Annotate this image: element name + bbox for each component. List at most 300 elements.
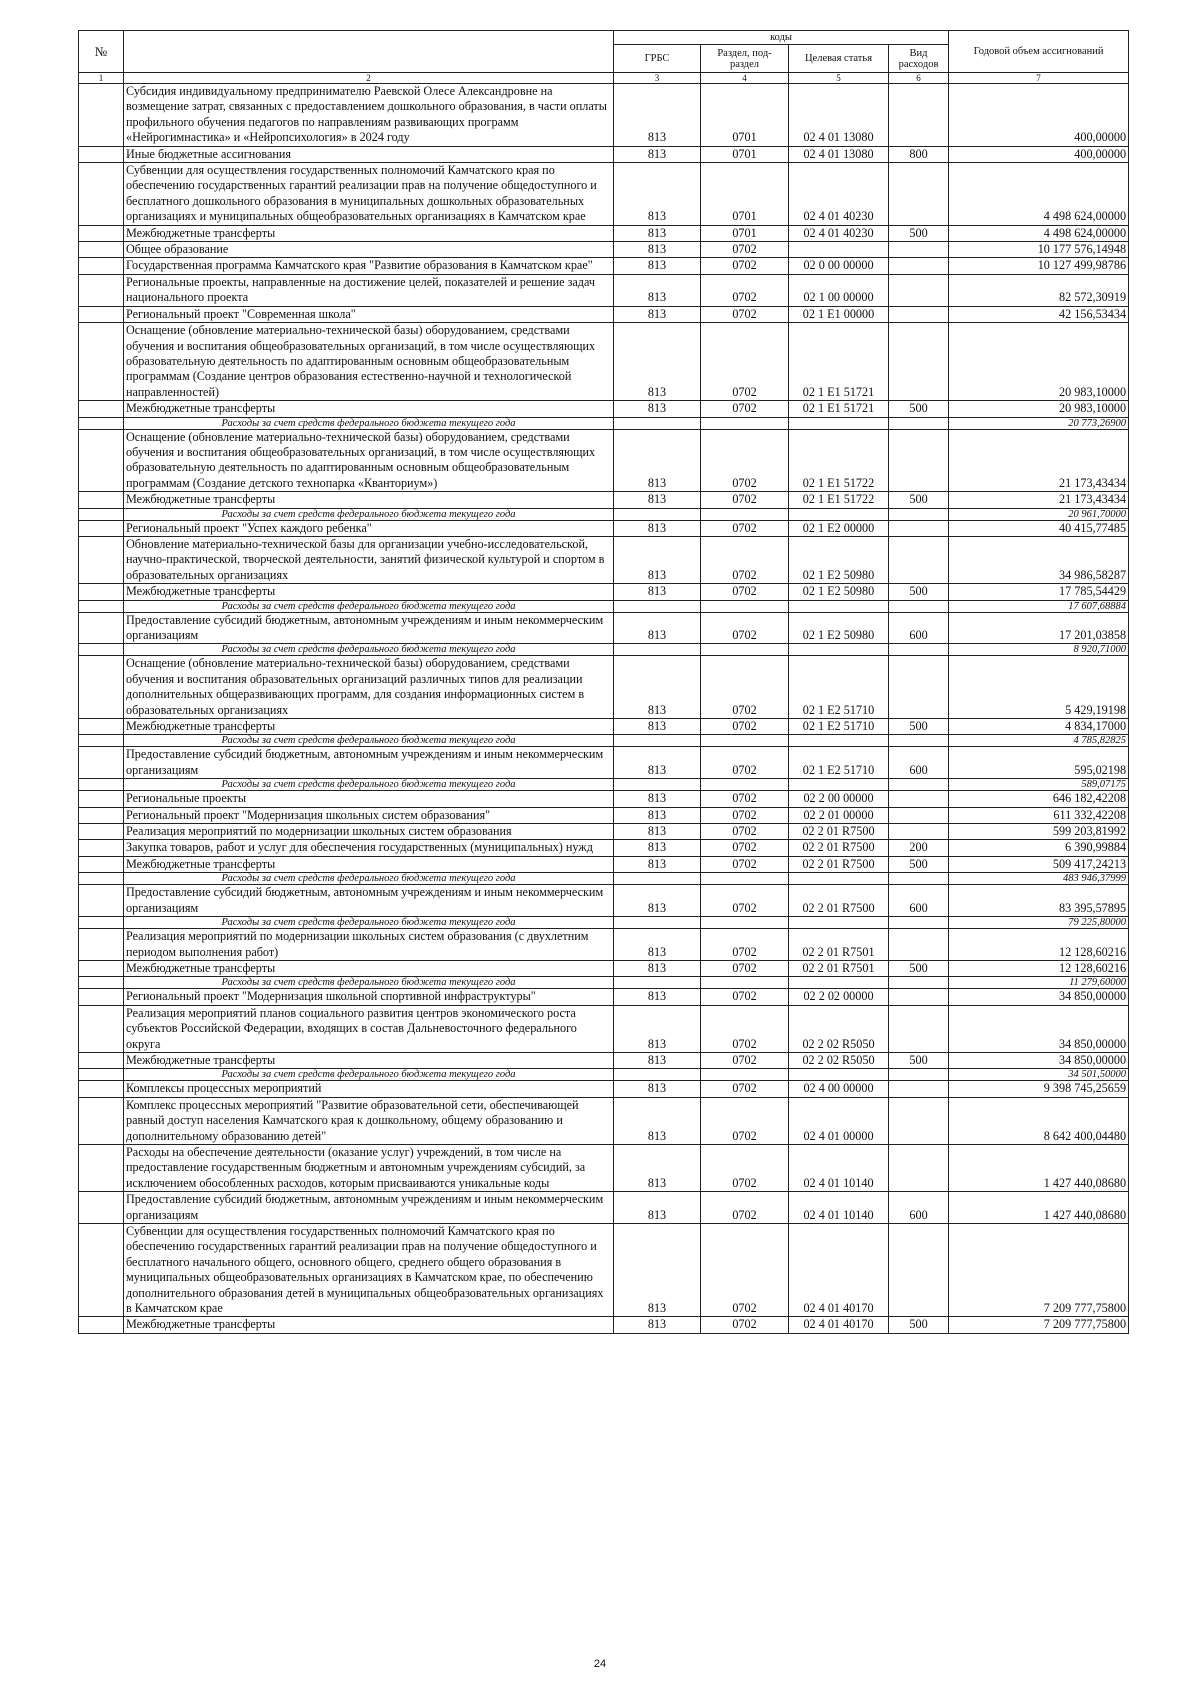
row-exptype-cell [889, 242, 949, 258]
header-target: Целевая статья [789, 45, 889, 73]
row-amount-cell: 20 961,70000 [949, 508, 1129, 520]
header-section: Раздел, под- раздел [701, 45, 789, 73]
row-target-cell: 02 1 E2 51710 [789, 719, 889, 735]
row-target-cell: 02 4 01 40230 [789, 225, 889, 241]
table-body [79, 84, 1129, 1334]
row-name-cell: Общее образование [124, 242, 614, 258]
row-name-cell: Межбюджетные трансферты [124, 401, 614, 417]
row-target-cell: 02 1 00 00000 [789, 274, 889, 306]
row-section-cell: 0702 [701, 1224, 789, 1317]
table-row [79, 612, 1129, 644]
row-amount-cell: 1 427 440,08680 [949, 1144, 1129, 1191]
table-row [79, 401, 1129, 417]
row-num-cell [79, 84, 124, 147]
row-grbs-cell: 813 [614, 242, 701, 258]
row-name-cell: Оснащение (обновление материально-технической базы) оборудованием, средствами обучения и воспитания общеобразовательных организаций, в том числе осуществляющих образовательную деятельность по адаптированным основным общеобразовательным программам (Создание центров образования естественно-научной и технологической направленностей) [124, 323, 614, 401]
row-exptype-cell [889, 873, 949, 885]
row-grbs-cell [614, 417, 701, 429]
row-num-cell [79, 323, 124, 401]
table-row [79, 520, 1129, 536]
row-exptype-cell [889, 807, 949, 823]
row-num-cell [79, 656, 124, 719]
row-exptype-cell: 500 [889, 960, 949, 976]
budget-table-sheet [78, 30, 1128, 1334]
row-amount-cell: 34 986,58287 [949, 536, 1129, 583]
row-grbs-cell: 813 [614, 807, 701, 823]
table-row [79, 1224, 1129, 1317]
row-num-cell [79, 735, 124, 747]
row-name-cell: Субсидия индивидуальному предпринимателю Раевской Олесе Александровне на возмещение затрат, связанных с предоставлением дошкольного образования, в части оплаты профильного обучения педагогов по направлениям развивающих программ «Нейрогимнастика» и «Нейропсихология» в 2024 году [124, 84, 614, 147]
row-target-cell [789, 508, 889, 520]
row-grbs-cell: 813 [614, 274, 701, 306]
row-num-cell [79, 779, 124, 791]
federal-note-row [79, 1069, 1129, 1081]
row-target-cell: 02 4 01 40170 [789, 1317, 889, 1333]
table-row [79, 536, 1129, 583]
page-number: 24 [593, 1658, 607, 1670]
row-exptype-cell [889, 306, 949, 322]
row-grbs-cell [614, 600, 701, 612]
row-target-cell: 02 1 E1 51721 [789, 401, 889, 417]
row-amount-cell: 42 156,53434 [949, 306, 1129, 322]
row-num-cell [79, 917, 124, 929]
row-num-cell [79, 1192, 124, 1224]
row-num-cell [79, 719, 124, 735]
table-row [79, 274, 1129, 306]
row-section-cell: 0701 [701, 84, 789, 147]
row-grbs-cell: 813 [614, 824, 701, 840]
row-target-cell [789, 735, 889, 747]
row-num-cell [79, 429, 124, 492]
row-section-cell: 0702 [701, 242, 789, 258]
row-amount-cell: 4 785,82825 [949, 735, 1129, 747]
federal-note-row [79, 644, 1129, 656]
row-name-cell: Региональные проекты, направленные на достижение целей, показателей и решение задач национального проекта [124, 274, 614, 306]
row-num-cell [79, 1081, 124, 1097]
row-section-cell: 0702 [701, 747, 789, 779]
row-name-cell: Оснащение (обновление материально-технической базы) оборудованием, средствами обучения и воспитания общеобразовательных организаций, в том числе осуществляющих образовательную деятельность по адаптированным основным общеобразовательным программам (Создание детского технопарка «Кванториум») [124, 429, 614, 492]
row-target-cell: 02 4 01 00000 [789, 1097, 889, 1144]
row-grbs-cell: 813 [614, 719, 701, 735]
row-grbs-cell [614, 779, 701, 791]
row-grbs-cell: 813 [614, 1097, 701, 1144]
row-num-cell [79, 873, 124, 885]
row-grbs-cell: 813 [614, 1052, 701, 1068]
row-target-cell: 02 1 E2 51710 [789, 747, 889, 779]
row-num-cell [79, 1144, 124, 1191]
row-name-cell: Закупка товаров, работ и услуг для обеспечения государственных (муниципальных) нужд [124, 840, 614, 856]
row-name-cell: Расходы за счет средств федерального бюджета текущего года [124, 917, 614, 929]
row-amount-cell: 5 429,19198 [949, 656, 1129, 719]
row-grbs-cell: 813 [614, 1081, 701, 1097]
row-amount-cell: 6 390,99884 [949, 840, 1129, 856]
row-amount-cell: 82 572,30919 [949, 274, 1129, 306]
row-exptype-cell [889, 791, 949, 807]
row-section-cell: 0702 [701, 536, 789, 583]
federal-note-row [79, 977, 1129, 989]
row-exptype-cell: 500 [889, 856, 949, 872]
federal-note-row [79, 508, 1129, 520]
col-num-1: 1 [79, 73, 124, 84]
row-section-cell: 0702 [701, 401, 789, 417]
row-target-cell [789, 1069, 889, 1081]
row-section-cell: 0702 [701, 520, 789, 536]
row-grbs-cell [614, 508, 701, 520]
row-grbs-cell: 813 [614, 536, 701, 583]
row-section-cell: 0702 [701, 1317, 789, 1333]
row-num-cell [79, 1224, 124, 1317]
row-name-cell: Региональный проект "Современная школа" [124, 306, 614, 322]
row-num-cell [79, 1069, 124, 1081]
row-amount-cell: 12 128,60216 [949, 960, 1129, 976]
row-target-cell: 02 2 02 R5050 [789, 1005, 889, 1052]
table-row [79, 84, 1129, 147]
row-section-cell: 0701 [701, 146, 789, 162]
row-target-cell: 02 4 01 13080 [789, 84, 889, 147]
row-amount-cell: 8 642 400,04480 [949, 1097, 1129, 1144]
row-amount-cell: 483 946,37999 [949, 873, 1129, 885]
row-grbs-cell: 813 [614, 225, 701, 241]
row-amount-cell: 4 834,17000 [949, 719, 1129, 735]
row-target-cell: 02 2 01 00000 [789, 807, 889, 823]
row-amount-cell: 4 498 624,00000 [949, 225, 1129, 241]
row-amount-cell: 34 850,00000 [949, 1052, 1129, 1068]
row-amount-cell: 20 983,10000 [949, 323, 1129, 401]
row-name-cell: Межбюджетные трансферты [124, 492, 614, 508]
row-num-cell [79, 225, 124, 241]
row-section-cell [701, 600, 789, 612]
row-section-cell: 0702 [701, 807, 789, 823]
row-grbs-cell: 813 [614, 1192, 701, 1224]
col-num-6: 6 [889, 73, 949, 84]
row-exptype-cell: 500 [889, 225, 949, 241]
row-num-cell [79, 1052, 124, 1068]
row-amount-cell: 34 850,00000 [949, 989, 1129, 1005]
table-row [79, 840, 1129, 856]
row-num-cell [79, 584, 124, 600]
row-exptype-cell [889, 84, 949, 147]
table-row [79, 225, 1129, 241]
row-num-cell [79, 600, 124, 612]
row-grbs-cell: 813 [614, 306, 701, 322]
federal-note-row [79, 873, 1129, 885]
row-target-cell: 02 2 02 R5050 [789, 1052, 889, 1068]
row-section-cell: 0702 [701, 306, 789, 322]
row-exptype-cell [889, 1224, 949, 1317]
row-section-cell [701, 917, 789, 929]
row-amount-cell: 17 607,68884 [949, 600, 1129, 612]
row-amount-cell: 79 225,80000 [949, 917, 1129, 929]
row-amount-cell: 400,00000 [949, 84, 1129, 147]
row-name-cell: Межбюджетные трансферты [124, 1317, 614, 1333]
row-num-cell [79, 306, 124, 322]
row-exptype-cell: 600 [889, 1192, 949, 1224]
header-num: № [79, 31, 124, 73]
row-num-cell [79, 1005, 124, 1052]
row-section-cell: 0701 [701, 225, 789, 241]
row-grbs-cell [614, 1069, 701, 1081]
table-row [79, 429, 1129, 492]
row-amount-cell: 17 201,03858 [949, 612, 1129, 644]
table-row [79, 856, 1129, 872]
row-name-cell: Обновление материально-технической базы для организации учебно-исследовательской, научно-практической, творческой деятельности, занятий физической культурой и спортом в образовательных организациях [124, 536, 614, 583]
row-num-cell [79, 791, 124, 807]
row-target-cell: 02 4 01 10140 [789, 1192, 889, 1224]
row-amount-cell: 40 415,77485 [949, 520, 1129, 536]
row-num-cell [79, 856, 124, 872]
row-target-cell: 02 1 E1 51722 [789, 492, 889, 508]
table-row [79, 1144, 1129, 1191]
row-num-cell [79, 644, 124, 656]
row-num-cell [79, 840, 124, 856]
row-name-cell: Комплексы процессных мероприятий [124, 1081, 614, 1097]
row-target-cell: 02 2 01 R7500 [789, 856, 889, 872]
federal-note-row [79, 779, 1129, 791]
row-name-cell: Субвенции для осуществления государственных полномочий Камчатского края по обеспечению государственных гарантий реализации прав на получение общедоступного и бесплатного дошкольного образования в муниципальных дошкольных образовательных организациях и муниципальных общеобразовательных организациях в Камчатском крае [124, 163, 614, 226]
row-name-cell: Межбюджетные трансферты [124, 856, 614, 872]
row-exptype-cell [889, 1005, 949, 1052]
row-section-cell [701, 417, 789, 429]
row-section-cell [701, 873, 789, 885]
row-exptype-cell [889, 779, 949, 791]
row-section-cell: 0701 [701, 163, 789, 226]
row-name-cell: Межбюджетные трансферты [124, 584, 614, 600]
row-exptype-cell [889, 977, 949, 989]
federal-note-row [79, 917, 1129, 929]
row-section-cell: 0702 [701, 258, 789, 274]
table-row [79, 584, 1129, 600]
row-grbs-cell: 813 [614, 989, 701, 1005]
row-exptype-cell: 500 [889, 492, 949, 508]
row-grbs-cell: 813 [614, 1224, 701, 1317]
row-target-cell [789, 644, 889, 656]
row-target-cell [789, 242, 889, 258]
row-target-cell [789, 417, 889, 429]
row-name-cell: Расходы за счет средств федерального бюджета текущего года [124, 1069, 614, 1081]
row-exptype-cell: 800 [889, 146, 949, 162]
row-grbs-cell: 813 [614, 84, 701, 147]
row-target-cell: 02 2 00 00000 [789, 791, 889, 807]
row-exptype-cell [889, 429, 949, 492]
row-section-cell: 0702 [701, 612, 789, 644]
row-amount-cell: 21 173,43434 [949, 429, 1129, 492]
row-exptype-cell [889, 1144, 949, 1191]
col-num-2: 2 [124, 73, 614, 84]
row-target-cell: 02 1 E1 51722 [789, 429, 889, 492]
row-grbs-cell: 813 [614, 146, 701, 162]
row-name-cell: Расходы за счет средств федерального бюджета текущего года [124, 977, 614, 989]
row-exptype-cell [889, 1097, 949, 1144]
row-name-cell: Предоставление субсидий бюджетным, автономным учреждениям и иным некоммерческим организациям [124, 885, 614, 917]
table-row [79, 824, 1129, 840]
row-exptype-cell [889, 644, 949, 656]
row-num-cell [79, 401, 124, 417]
row-num-cell [79, 146, 124, 162]
row-exptype-cell [889, 824, 949, 840]
row-section-cell: 0702 [701, 1144, 789, 1191]
row-grbs-cell: 813 [614, 429, 701, 492]
row-name-cell: Иные бюджетные ассигнования [124, 146, 614, 162]
row-name-cell: Предоставление субсидий бюджетным, автономным учреждениям и иным некоммерческим организациям [124, 1192, 614, 1224]
row-name-cell: Реализация мероприятий по модернизации школьных систем образования [124, 824, 614, 840]
row-target-cell [789, 977, 889, 989]
federal-note-row [79, 600, 1129, 612]
row-name-cell: Региональные проекты [124, 791, 614, 807]
row-num-cell [79, 258, 124, 274]
row-target-cell: 02 1 E2 51710 [789, 656, 889, 719]
row-num-cell [79, 977, 124, 989]
col-num-3: 3 [614, 73, 701, 84]
row-grbs-cell: 813 [614, 584, 701, 600]
row-grbs-cell: 813 [614, 929, 701, 961]
row-num-cell [79, 1317, 124, 1333]
row-target-cell: 02 1 E1 00000 [789, 306, 889, 322]
row-num-cell [79, 929, 124, 961]
row-grbs-cell: 813 [614, 1005, 701, 1052]
row-amount-cell: 9 398 745,25659 [949, 1081, 1129, 1097]
row-num-cell [79, 417, 124, 429]
row-section-cell: 0702 [701, 1005, 789, 1052]
row-target-cell: 02 2 01 R7500 [789, 885, 889, 917]
row-target-cell: 02 1 E2 00000 [789, 520, 889, 536]
row-target-cell: 02 1 E2 50980 [789, 612, 889, 644]
row-amount-cell: 599 203,81992 [949, 824, 1129, 840]
table-row [79, 885, 1129, 917]
row-section-cell: 0702 [701, 656, 789, 719]
row-amount-cell: 400,00000 [949, 146, 1129, 162]
table-row [79, 1005, 1129, 1052]
row-num-cell [79, 612, 124, 644]
row-amount-cell: 34 501,50000 [949, 1069, 1129, 1081]
row-num-cell [79, 747, 124, 779]
row-name-cell: Предоставление субсидий бюджетным, автономным учреждениям и иным некоммерческим организациям [124, 612, 614, 644]
row-amount-cell: 509 417,24213 [949, 856, 1129, 872]
table-row [79, 807, 1129, 823]
row-target-cell: 02 1 E1 51721 [789, 323, 889, 401]
row-name-cell: Межбюджетные трансферты [124, 960, 614, 976]
row-exptype-cell [889, 600, 949, 612]
row-grbs-cell: 813 [614, 163, 701, 226]
row-target-cell: 02 4 00 00000 [789, 1081, 889, 1097]
row-section-cell: 0702 [701, 1192, 789, 1224]
row-name-cell: Расходы за счет средств федерального бюджета текущего года [124, 735, 614, 747]
row-exptype-cell: 500 [889, 719, 949, 735]
row-exptype-cell [889, 520, 949, 536]
row-name-cell: Субвенции для осуществления государственных полномочий Камчатского края по обеспечению государственных гарантий реализации прав на получение общедоступного и бесплатного начального общего, основного общего, среднего общего образования в муниципальных общеобразовательных организациях в Камчатском крае, по обеспечению дополнительного образования детей в муниципальных общеобразовательных организациях в Камчатском крае [124, 1224, 614, 1317]
row-exptype-cell: 500 [889, 1317, 949, 1333]
row-amount-cell: 83 395,57895 [949, 885, 1129, 917]
row-target-cell: 02 1 E2 50980 [789, 536, 889, 583]
row-name-cell: Расходы за счет средств федерального бюджета текущего года [124, 600, 614, 612]
row-section-cell: 0702 [701, 584, 789, 600]
row-amount-cell: 34 850,00000 [949, 1005, 1129, 1052]
row-name-cell: Расходы за счет средств федерального бюджета текущего года [124, 417, 614, 429]
row-name-cell: Реализация мероприятий по модернизации школьных систем образования (с двухлетним периодом выполнения работ) [124, 929, 614, 961]
row-amount-cell: 20 773,26900 [949, 417, 1129, 429]
row-section-cell: 0702 [701, 989, 789, 1005]
row-section-cell: 0702 [701, 824, 789, 840]
row-num-cell [79, 960, 124, 976]
row-section-cell [701, 977, 789, 989]
row-exptype-cell [889, 1081, 949, 1097]
row-grbs-cell: 813 [614, 1317, 701, 1333]
table-row [79, 747, 1129, 779]
row-name-cell: Межбюджетные трансферты [124, 1052, 614, 1068]
col-num-4: 4 [701, 73, 789, 84]
row-num-cell [79, 824, 124, 840]
row-grbs-cell [614, 735, 701, 747]
row-name-cell: Расходы за счет средств федерального бюджета текущего года [124, 644, 614, 656]
row-amount-cell: 20 983,10000 [949, 401, 1129, 417]
row-amount-cell: 589,07175 [949, 779, 1129, 791]
row-section-cell: 0702 [701, 929, 789, 961]
row-exptype-cell [889, 917, 949, 929]
row-exptype-cell [889, 1069, 949, 1081]
row-section-cell: 0702 [701, 840, 789, 856]
row-target-cell: 02 2 02 00000 [789, 989, 889, 1005]
table-row [79, 719, 1129, 735]
row-target-cell [789, 917, 889, 929]
row-num-cell [79, 520, 124, 536]
row-amount-cell: 646 182,42208 [949, 791, 1129, 807]
row-target-cell: 02 2 01 R7501 [789, 960, 889, 976]
federal-note-row [79, 417, 1129, 429]
header-grbs: ГРБС [614, 45, 701, 73]
row-num-cell [79, 492, 124, 508]
table-row [79, 1052, 1129, 1068]
table-row [79, 989, 1129, 1005]
row-exptype-cell [889, 163, 949, 226]
row-grbs-cell: 813 [614, 840, 701, 856]
table-row [79, 242, 1129, 258]
row-section-cell: 0702 [701, 791, 789, 807]
row-exptype-cell [889, 656, 949, 719]
row-name-cell: Реализация мероприятий планов социального развития центров экономического роста субъектов Российской Федерации, входящих в состав Дальневосточного федерального округа [124, 1005, 614, 1052]
row-exptype-cell: 600 [889, 885, 949, 917]
row-amount-cell: 7 209 777,75800 [949, 1317, 1129, 1333]
row-amount-cell: 7 209 777,75800 [949, 1224, 1129, 1317]
row-grbs-cell [614, 644, 701, 656]
row-exptype-cell: 500 [889, 1052, 949, 1068]
col-num-5: 5 [789, 73, 889, 84]
row-name-cell: Расходы за счет средств федерального бюджета текущего года [124, 779, 614, 791]
row-section-cell: 0702 [701, 274, 789, 306]
row-amount-cell: 1 427 440,08680 [949, 1192, 1129, 1224]
row-exptype-cell: 600 [889, 747, 949, 779]
row-num-cell [79, 807, 124, 823]
row-section-cell: 0702 [701, 429, 789, 492]
table-row [79, 492, 1129, 508]
row-section-cell: 0702 [701, 1081, 789, 1097]
header-name [124, 31, 614, 73]
row-grbs-cell [614, 977, 701, 989]
row-section-cell: 0702 [701, 1097, 789, 1144]
row-num-cell [79, 989, 124, 1005]
row-exptype-cell: 600 [889, 612, 949, 644]
row-grbs-cell: 813 [614, 258, 701, 274]
row-target-cell: 02 2 01 R7501 [789, 929, 889, 961]
row-grbs-cell: 813 [614, 492, 701, 508]
table-row [79, 1081, 1129, 1097]
row-name-cell: Государственная программа Камчатского края "Развитие образования в Камчатском крае" [124, 258, 614, 274]
row-grbs-cell: 813 [614, 520, 701, 536]
row-amount-cell: 8 920,71000 [949, 644, 1129, 656]
row-grbs-cell: 813 [614, 612, 701, 644]
row-section-cell: 0702 [701, 960, 789, 976]
row-section-cell [701, 779, 789, 791]
row-name-cell: Оснащение (обновление материально-технической базы) оборудованием, средствами обучения и воспитания образовательных организаций различных типов для реализации дополнительных общеразвивающих программ, для создания информационных систем в образовательных организациях [124, 656, 614, 719]
row-exptype-cell [889, 536, 949, 583]
